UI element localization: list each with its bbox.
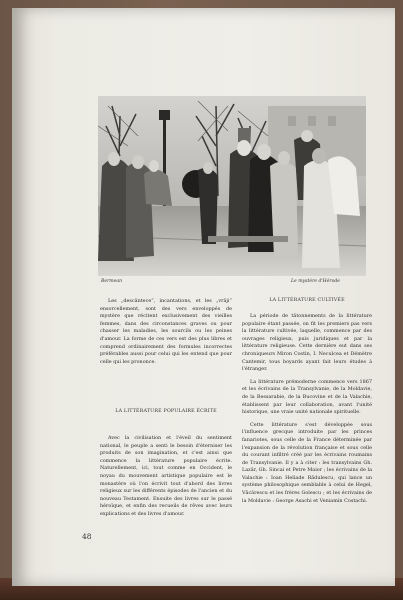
- photo-caption-left: Bermean: [101, 279, 123, 284]
- section-heading-cultivated-literature: LA LITTÉRATURE CULTIVÉE: [269, 298, 345, 303]
- cultivated-paragraph-2: La littérature prémoderne commence vers 1867 et les écrivains de la Transylvanie, de la Moldavie, de la Bessarabie, de la Bucovine et de la Valachie, établissent par leur collaboration, avant l'unité historique, une vraie unité nationale spirituelle.: [242, 378, 372, 416]
- written-literature-paragraph: Avec la civilisation et l'éveil du sentiment national, le peuple a senti le besoin d'éterniser les produits de son imagination, et c'est ainsi que commence la littérature populaire écrite. Naturellement, ici, tout comme en Occident, le noyau du mouvement artistique populaire est le monastère où l'on écrivit tout d'abord des livres religieux sur les différents épisodes de l'ancien et du nouveau Testament. Ensuite des livres sur le passé héroïque, et enfin des recueils de rêves avec leurs explications et des livres d'amour.: [100, 435, 232, 517]
- page-number: 48: [82, 532, 92, 541]
- cultivated-paragraph-3: Cette littérature s'est développée sous l'influence grecque introduite par les princes fanariotes, sous celle de la France déterminée par l'expansion de la révolution française et sous celle du courant infiltré créé par les écrivains roumains de Transylvanie. Il y a à citer : les transylvains Gh. Lazăr, Gh. Sincai et Petre Maior ; les écrivains de la Valachie : Ioan Heliade Rădulescu, qui lance un système philosophique semblable à celui de Hegel, Văcărescu et les frères Golescu ; et les écrivains de la Moldavie : George Asachi et Veniamin Costachi.: [242, 421, 372, 504]
- cultivated-paragraph-1: La période de tâtonnements de la littérature populaire étant passée, on fit les premiers pas vers la littérature cultivée, laquelle, commence par des ouvrages religieux, puis juridiques et par la littérature religieuse. Cette dernière eut dans ses chroniqueurs Miron Costin, I. Neculcea et Démètre Cantemir, tous boyards ayant fait leurs études à l'étranger.: [242, 313, 372, 373]
- photograph-mystery-play: [98, 96, 366, 276]
- section-heading-written-literature: LA LITTÉRATURE POPULAIRE ÉCRITE: [115, 409, 217, 414]
- written-literature-text: [100, 435, 232, 519]
- cultivated-literature-text: [242, 313, 372, 510]
- intro-paragraph: Les „descântece”, incantations, et les „vrăji” ensorcellement, sont des vers enveloppés de mystère que récitent exclusivement des vieilles femmes, dans des circonstances graves ou pour chasser les maladies, les sourcils ou les peines d'amour. La forme de ces vers est des plus libres et comprend ordinairement des formules incorrectes préférables aussi pour celui qui les entend que pour celle qui les prononce.: [100, 298, 232, 365]
- photo-caption-right: Le mystère d'Hérode: [291, 279, 341, 284]
- intro-text: [100, 298, 232, 366]
